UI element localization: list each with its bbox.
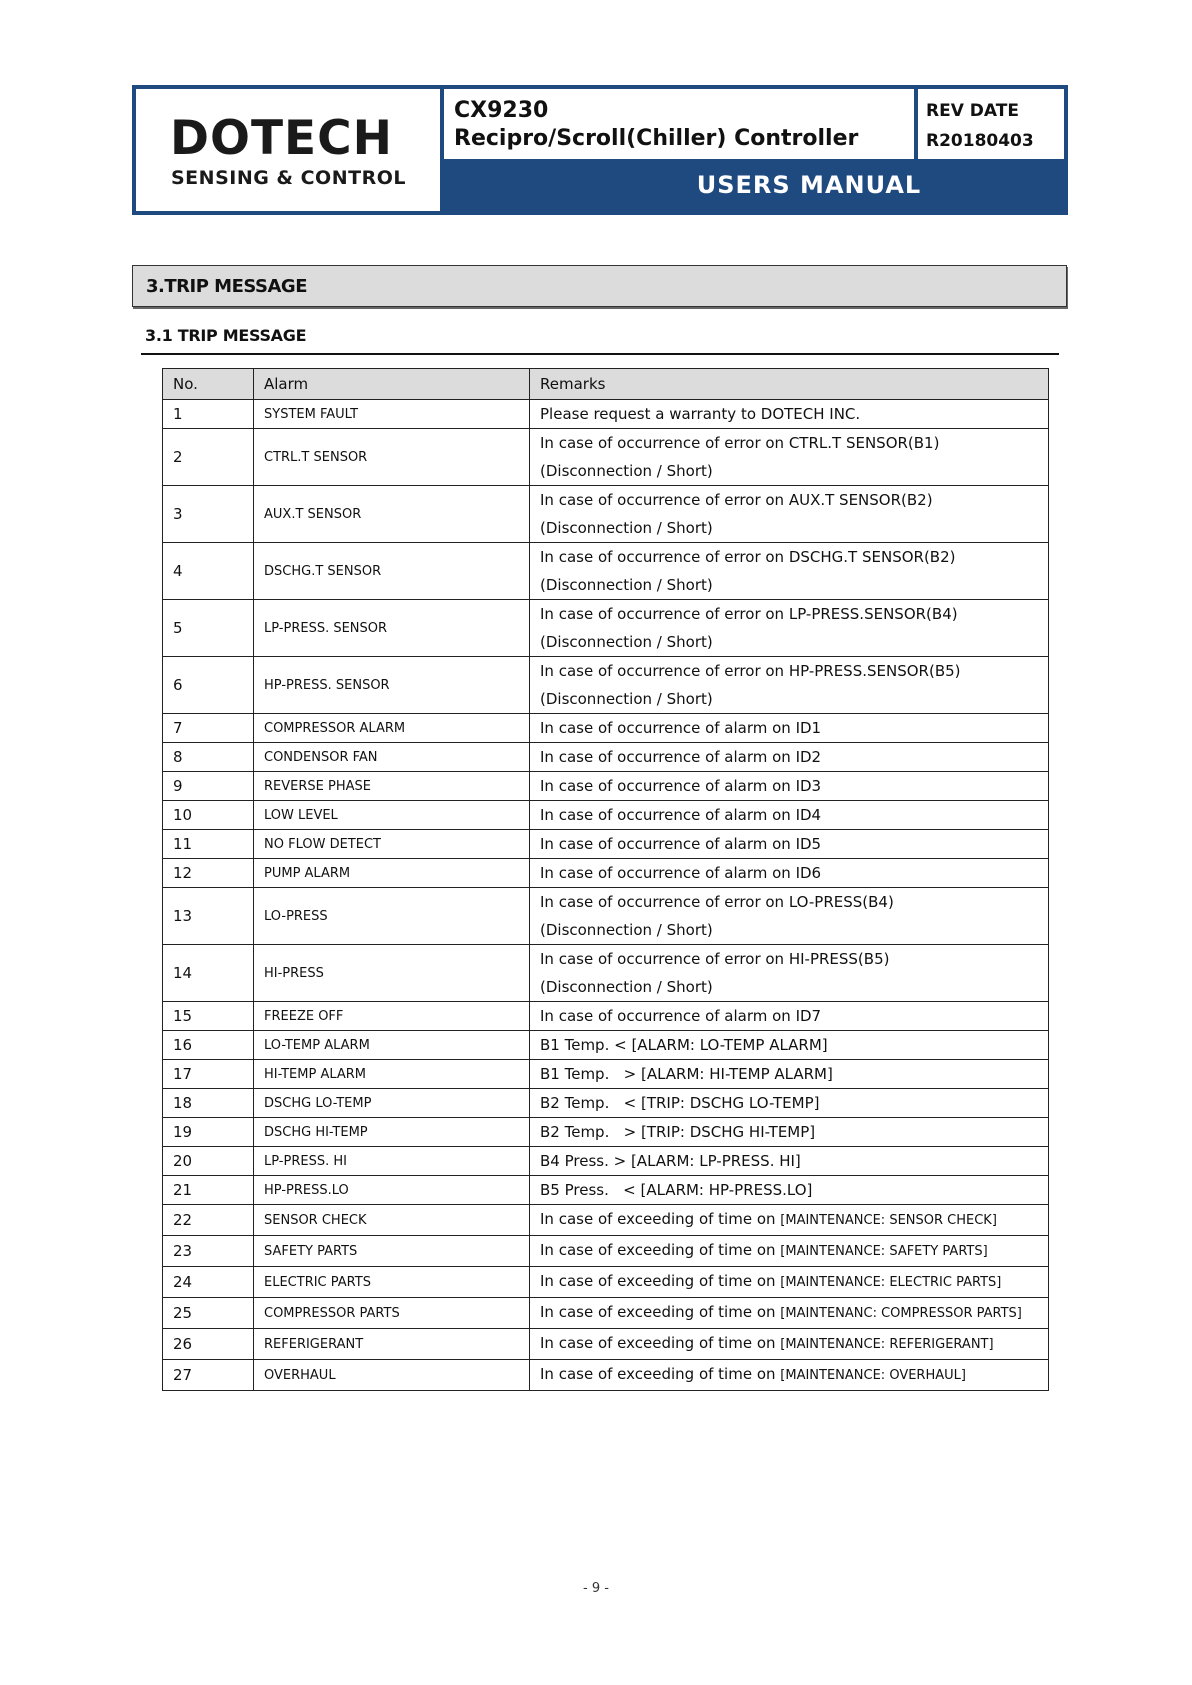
document-header	[132, 85, 1068, 215]
cell-no: 22	[163, 1205, 254, 1236]
cell-alarm: REVERSE PHASE	[254, 772, 530, 801]
cell-remarks	[530, 1236, 1049, 1267]
cell-remarks	[530, 657, 1049, 714]
cell-alarm: DSCHG.T SENSOR	[254, 543, 530, 600]
cell-no: 27	[163, 1360, 254, 1391]
cell-no: 11	[163, 830, 254, 859]
table-row	[163, 1089, 1049, 1118]
company-logo	[136, 89, 444, 211]
manual-title-band	[444, 159, 1064, 211]
cell-no: 9	[163, 772, 254, 801]
table-row	[163, 1329, 1049, 1360]
cell-alarm: CTRL.T SENSOR	[254, 429, 530, 486]
cell-alarm: LO-PRESS	[254, 888, 530, 945]
table-row	[163, 400, 1049, 429]
remarks-text: In case of occurrence of alarm on ID5	[540, 835, 822, 853]
subsection-divider	[141, 353, 1059, 355]
remarks-text: In case of exceeding of time on	[540, 1241, 781, 1259]
logo-tagline: SENSING & CONTROL	[171, 167, 406, 189]
remarks-text: In case of occurrence of error on DSCHG.T SENSOR(B2)	[540, 548, 956, 566]
cell-no: 6	[163, 657, 254, 714]
cell-remarks	[530, 1329, 1049, 1360]
cell-remarks	[530, 400, 1049, 429]
remarks-text: B2 Temp. < [TRIP: DSCHG LO-TEMP]	[540, 1094, 820, 1112]
cell-alarm: REFERIGERANT	[254, 1329, 530, 1360]
remarks-maintenance-tag: [MAINTENANCE: REFERIGERANT]	[780, 1337, 994, 1352]
remarks-text: In case of exceeding of time on	[540, 1303, 781, 1321]
cell-no: 8	[163, 743, 254, 772]
cell-alarm: COMPRESSOR PARTS	[254, 1298, 530, 1329]
table-row	[163, 1205, 1049, 1236]
cell-no: 12	[163, 859, 254, 888]
table-row	[163, 1360, 1049, 1391]
rev-date-value: R20180403	[926, 131, 1034, 151]
remarks-maintenance-tag: [MAINTENANCE: SAFETY PARTS]	[780, 1244, 988, 1259]
cell-alarm: SAFETY PARTS	[254, 1236, 530, 1267]
table-row	[163, 859, 1049, 888]
cell-alarm: LO-TEMP ALARM	[254, 1031, 530, 1060]
section-title: 3.TRIP MESSAGE	[146, 276, 307, 297]
table-row	[163, 657, 1049, 714]
table-row	[163, 801, 1049, 830]
column-header-remarks: Remarks	[530, 369, 1049, 400]
column-header-no: No.	[163, 369, 254, 400]
cell-alarm: FREEZE OFF	[254, 1002, 530, 1031]
cell-no: 21	[163, 1176, 254, 1205]
table-row	[163, 1267, 1049, 1298]
remarks-detail: (Disconnection / Short)	[540, 978, 713, 996]
table-row	[163, 1298, 1049, 1329]
cell-remarks	[530, 486, 1049, 543]
model-code: CX9230	[454, 98, 549, 123]
remarks-text: In case of occurrence of error on CTRL.T SENSOR(B1)	[540, 434, 940, 452]
cell-alarm: HP-PRESS.LO	[254, 1176, 530, 1205]
table-row	[163, 1002, 1049, 1031]
table-row	[163, 1176, 1049, 1205]
table-row	[163, 1236, 1049, 1267]
remarks-maintenance-tag: [MAINTENANCE: ELECTRIC PARTS]	[780, 1275, 1002, 1290]
cell-alarm: ELECTRIC PARTS	[254, 1267, 530, 1298]
table-row	[163, 888, 1049, 945]
remarks-detail: (Disconnection / Short)	[540, 921, 713, 939]
remarks-text: In case of exceeding of time on	[540, 1365, 781, 1383]
model-info	[444, 89, 914, 159]
cell-no: 20	[163, 1147, 254, 1176]
table-row	[163, 1147, 1049, 1176]
remarks-detail: (Disconnection / Short)	[540, 462, 713, 480]
cell-remarks	[530, 888, 1049, 945]
cell-no: 26	[163, 1329, 254, 1360]
cell-no: 2	[163, 429, 254, 486]
cell-alarm: HP-PRESS. SENSOR	[254, 657, 530, 714]
remarks-text: In case of occurrence of alarm on ID4	[540, 806, 822, 824]
remarks-text: In case of occurrence of error on HI-PRESS(B5)	[540, 950, 890, 968]
remarks-text: B4 Press. > [ALARM: LP-PRESS. HI]	[540, 1152, 801, 1170]
manual-title: USERS MANUAL	[696, 171, 922, 199]
table-header-row	[163, 369, 1049, 400]
revision-box	[914, 89, 1064, 159]
cell-alarm: DSCHG HI-TEMP	[254, 1118, 530, 1147]
remarks-text: In case of occurrence of error on HP-PRESS.SENSOR(B5)	[540, 662, 961, 680]
cell-alarm: LP-PRESS. HI	[254, 1147, 530, 1176]
cell-alarm: HI-PRESS	[254, 945, 530, 1002]
cell-alarm: SYSTEM FAULT	[254, 400, 530, 429]
table-row	[163, 1118, 1049, 1147]
cell-remarks	[530, 1267, 1049, 1298]
cell-remarks	[530, 772, 1049, 801]
cell-remarks	[530, 1002, 1049, 1031]
remarks-text: In case of occurrence of alarm on ID2	[540, 748, 822, 766]
cell-no: 15	[163, 1002, 254, 1031]
table-row	[163, 1060, 1049, 1089]
table-row	[163, 429, 1049, 486]
remarks-text: B2 Temp. > [TRIP: DSCHG HI-TEMP]	[540, 1123, 816, 1141]
table-row	[163, 543, 1049, 600]
remarks-detail: (Disconnection / Short)	[540, 519, 713, 537]
cell-remarks	[530, 801, 1049, 830]
cell-no: 16	[163, 1031, 254, 1060]
remarks-maintenance-tag: [MAINTENANCE: OVERHAUL]	[780, 1368, 966, 1383]
remarks-text: B1 Temp. > [ALARM: HI-TEMP ALARM]	[540, 1065, 833, 1083]
rev-date-label: REV DATE	[926, 101, 1019, 121]
remarks-text: In case of exceeding of time on	[540, 1210, 781, 1228]
model-name: Recipro/Scroll(Chiller) Controller	[454, 126, 859, 151]
cell-alarm: AUX.T SENSOR	[254, 486, 530, 543]
table-row	[163, 1031, 1049, 1060]
cell-no: 4	[163, 543, 254, 600]
cell-alarm: PUMP ALARM	[254, 859, 530, 888]
cell-no: 24	[163, 1267, 254, 1298]
cell-no: 7	[163, 714, 254, 743]
cell-alarm: COMPRESSOR ALARM	[254, 714, 530, 743]
logo-wordmark: DOTECH	[170, 111, 393, 166]
table-row	[163, 600, 1049, 657]
cell-no: 5	[163, 600, 254, 657]
cell-remarks	[530, 1060, 1049, 1089]
table-row	[163, 772, 1049, 801]
page-number: - 9 -	[583, 1581, 609, 1596]
cell-no: 10	[163, 801, 254, 830]
cell-remarks	[530, 1360, 1049, 1391]
cell-alarm: OVERHAUL	[254, 1360, 530, 1391]
cell-no: 19	[163, 1118, 254, 1147]
remarks-maintenance-tag: [MAINTENANCE: SENSOR CHECK]	[780, 1213, 997, 1228]
cell-alarm: CONDENSOR FAN	[254, 743, 530, 772]
table-row	[163, 743, 1049, 772]
column-header-alarm: Alarm	[254, 369, 530, 400]
remarks-text: In case of occurrence of error on AUX.T SENSOR(B2)	[540, 491, 933, 509]
remarks-text: In case of occurrence of error on LO-PRESS(B4)	[540, 893, 894, 911]
cell-remarks	[530, 1147, 1049, 1176]
remarks-text: In case of occurrence of alarm on ID1	[540, 719, 822, 737]
remarks-detail: (Disconnection / Short)	[540, 633, 713, 651]
cell-remarks	[530, 945, 1049, 1002]
table-row	[163, 830, 1049, 859]
cell-no: 13	[163, 888, 254, 945]
table-row	[163, 714, 1049, 743]
cell-no: 18	[163, 1089, 254, 1118]
cell-no: 25	[163, 1298, 254, 1329]
remarks-text: In case of exceeding of time on	[540, 1334, 781, 1352]
cell-remarks	[530, 859, 1049, 888]
cell-no: 3	[163, 486, 254, 543]
table-row	[163, 945, 1049, 1002]
section-title-box	[132, 265, 1067, 307]
trip-message-table	[162, 368, 1049, 1391]
cell-remarks	[530, 543, 1049, 600]
remarks-detail: (Disconnection / Short)	[540, 690, 713, 708]
remarks-text: In case of occurrence of alarm on ID3	[540, 777, 822, 795]
cell-remarks	[530, 1176, 1049, 1205]
cell-no: 23	[163, 1236, 254, 1267]
remarks-text: In case of occurrence of alarm on ID7	[540, 1007, 822, 1025]
subsection-title: 3.1 TRIP MESSAGE	[145, 326, 307, 345]
cell-remarks	[530, 1031, 1049, 1060]
cell-remarks	[530, 1118, 1049, 1147]
cell-no: 17	[163, 1060, 254, 1089]
cell-alarm: HI-TEMP ALARM	[254, 1060, 530, 1089]
remarks-text: B1 Temp. < [ALARM: LO-TEMP ALARM]	[540, 1036, 828, 1054]
cell-no: 14	[163, 945, 254, 1002]
cell-remarks	[530, 714, 1049, 743]
cell-no: 1	[163, 400, 254, 429]
remarks-text: Please request a warranty to DOTECH INC.	[540, 405, 861, 423]
table-row	[163, 486, 1049, 543]
remarks-text: B5 Press. < [ALARM: HP-PRESS.LO]	[540, 1181, 813, 1199]
cell-alarm: NO FLOW DETECT	[254, 830, 530, 859]
cell-alarm: SENSOR CHECK	[254, 1205, 530, 1236]
cell-alarm: LP-PRESS. SENSOR	[254, 600, 530, 657]
remarks-text: In case of occurrence of error on LP-PRESS.SENSOR(B4)	[540, 605, 958, 623]
cell-alarm: LOW LEVEL	[254, 801, 530, 830]
cell-remarks	[530, 1298, 1049, 1329]
cell-remarks	[530, 743, 1049, 772]
cell-remarks	[530, 830, 1049, 859]
cell-remarks	[530, 1089, 1049, 1118]
remarks-text: In case of occurrence of alarm on ID6	[540, 864, 822, 882]
remarks-maintenance-tag: [MAINTENANC: COMPRESSOR PARTS]	[780, 1306, 1022, 1321]
cell-alarm: DSCHG LO-TEMP	[254, 1089, 530, 1118]
cell-remarks	[530, 1205, 1049, 1236]
cell-remarks	[530, 429, 1049, 486]
remarks-detail: (Disconnection / Short)	[540, 576, 713, 594]
cell-remarks	[530, 600, 1049, 657]
remarks-text: In case of exceeding of time on	[540, 1272, 781, 1290]
